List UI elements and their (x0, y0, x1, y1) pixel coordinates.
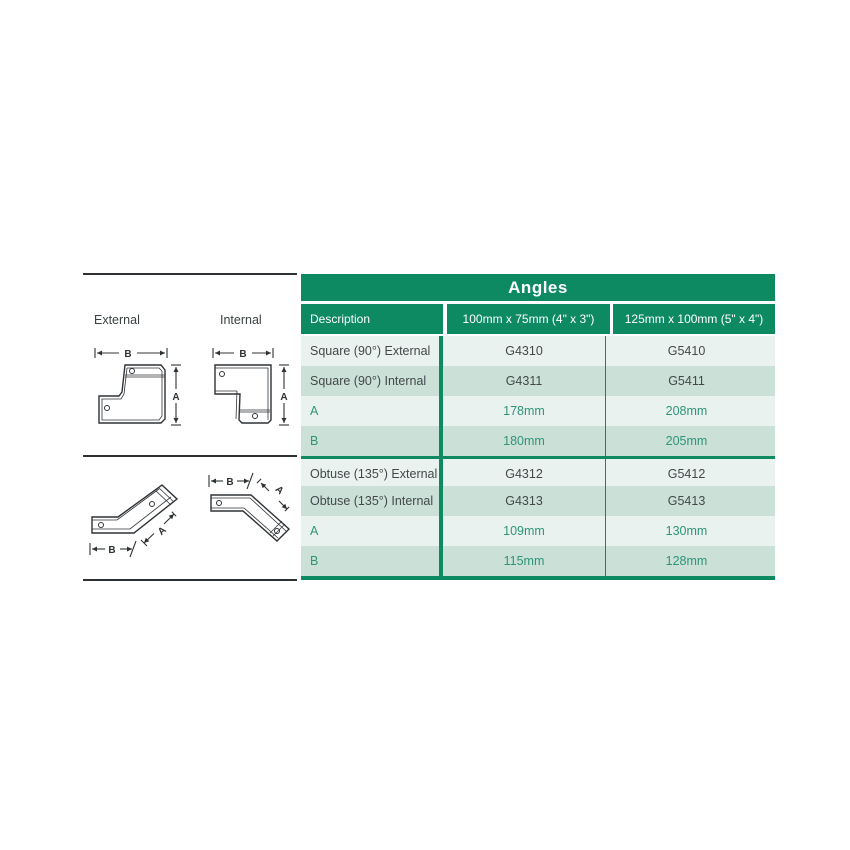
table-body (301, 336, 775, 580)
external-label: External (94, 313, 140, 327)
row-dim-125x100: 205mm (665, 434, 708, 448)
row-code-100x75: G4311 (443, 366, 606, 396)
panel-divider-middle (83, 455, 297, 457)
row-dim-100x75: 178mm (443, 396, 606, 426)
row-dim-125x100: 208mm (665, 404, 708, 418)
row-code-100x75: G4310 (443, 336, 606, 366)
dim-a-label: A (155, 524, 169, 538)
row-dim-100x75: 109mm (443, 516, 606, 546)
table-title: Angles (301, 274, 775, 301)
row-description: A (301, 516, 443, 546)
row-description: A (301, 396, 443, 426)
table-row (301, 456, 775, 486)
column-header-size-125x100: 125mm x 100mm (5" x 4") (613, 304, 775, 334)
dim-a-label: A (280, 392, 288, 403)
row-code-100x75: G4313 (443, 486, 606, 516)
angles-spec-table (301, 274, 775, 580)
dim-b-label: B (239, 349, 247, 360)
table-row (301, 336, 775, 366)
table-row (301, 546, 775, 576)
row-dim-100x75: 115mm (443, 546, 606, 576)
row-description: B (301, 426, 443, 456)
row-code-125x100: G5412 (667, 467, 706, 481)
table-row (301, 516, 775, 546)
table-row (301, 486, 775, 516)
row-description: Square (90°) Internal (301, 366, 443, 396)
table-header-row (301, 304, 775, 334)
panel-divider-top (83, 273, 297, 275)
panel-divider-bottom (83, 579, 297, 581)
row-code-125x100: G5413 (667, 494, 706, 508)
dim-b-label: B (124, 349, 132, 360)
obtuse-external-diagram (86, 483, 198, 569)
row-dim-125x100: 130mm (665, 524, 708, 538)
dim-a-label: A (272, 484, 286, 498)
dim-b-label: B (226, 477, 234, 488)
column-header-description: Description (301, 304, 443, 334)
row-dim-100x75: 180mm (443, 426, 606, 456)
row-code-125x100: G5411 (668, 374, 705, 388)
diagram-panel (83, 273, 298, 581)
dim-b-label: B (108, 545, 116, 556)
internal-label: Internal (220, 313, 262, 327)
table-row (301, 426, 775, 456)
square-internal-diagram (209, 345, 295, 439)
row-description: Obtuse (135°) Internal (301, 486, 443, 516)
row-dim-125x100: 128mm (665, 554, 708, 568)
square-external-diagram (87, 345, 189, 439)
row-code-125x100: G5410 (667, 344, 706, 358)
obtuse-internal-diagram (207, 471, 307, 565)
dim-a-label: A (172, 392, 180, 403)
row-description: B (301, 546, 443, 576)
table-row (301, 366, 775, 396)
row-code-100x75: G4312 (443, 459, 606, 486)
column-header-size-100x75: 100mm x 75mm (4" x 3") (447, 304, 610, 334)
row-description: Square (90°) External (301, 336, 443, 366)
row-description: Obtuse (135°) External (301, 459, 443, 486)
table-row (301, 396, 775, 426)
